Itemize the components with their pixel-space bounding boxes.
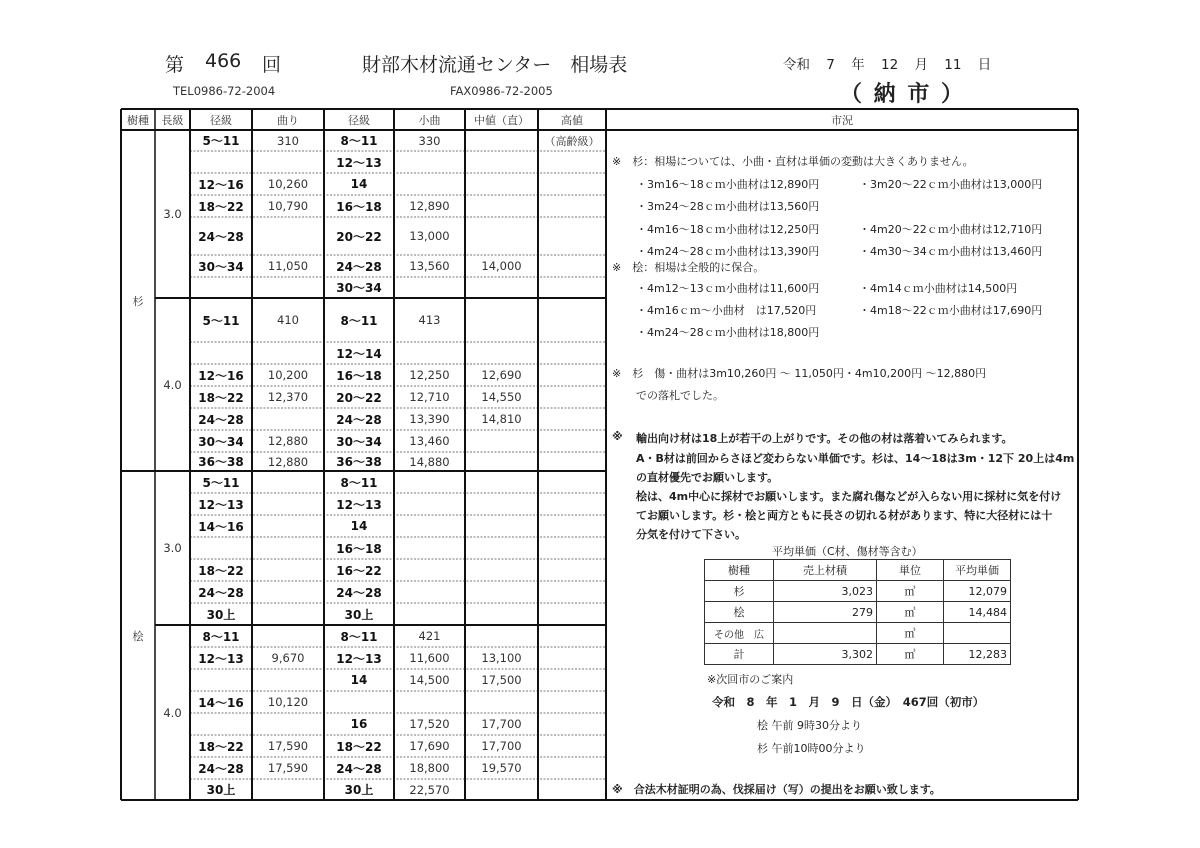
bent-price-cell [252, 493, 324, 515]
avg-unit: ㎥ [877, 602, 944, 623]
bent-price-cell [252, 537, 324, 559]
median-price-cell [465, 173, 538, 195]
diameter-class-cell: 30上 [206, 607, 236, 622]
slightly-bent-price-cell: 421 [418, 629, 441, 643]
median-price-cell [465, 559, 538, 581]
date-month: 12 [880, 57, 899, 73]
slightly-bent-price-cell: 13,560 [409, 259, 450, 273]
median-price-cell: 17,700 [481, 717, 522, 731]
export-line: A・B材は前回からさほど変わらない単価です。杉は、14〜18は3m・12下 20上は4m [636, 452, 1075, 465]
bent-price-cell [252, 217, 324, 255]
slightly-bent-price-cell: 14,500 [409, 673, 450, 687]
diameter-class-cell: 24〜28 [198, 585, 244, 600]
bent-price-cell: 310 [277, 133, 299, 148]
high-price-cell [538, 537, 606, 559]
median-price-cell [465, 691, 538, 713]
high-price-cell [538, 408, 606, 430]
high-price-cell [538, 386, 606, 408]
median-price-cell: 14,550 [481, 390, 522, 404]
diameter-class-cell: 12〜16 [198, 368, 244, 383]
avg-price [944, 623, 1011, 644]
diameter-class-cell: 24〜28 [198, 761, 244, 776]
round-suffix: 回 [262, 54, 282, 76]
median-price-cell: 12,690 [481, 368, 522, 382]
diameter-class-cell: 14 [350, 673, 368, 687]
bent-price-cell [252, 603, 324, 625]
diameter-class-cell: 12〜13 [336, 155, 382, 170]
sugi-item: ・4m24〜28ｃｍ小曲材は13,390円 [636, 245, 820, 258]
median-price-cell [465, 151, 538, 173]
median-price-cell [465, 603, 538, 625]
slightly-bent-price-cell [394, 493, 465, 515]
high-price-cell [538, 277, 606, 298]
diameter-class-cell: 12〜16 [198, 177, 244, 192]
high-price-cell [538, 691, 606, 713]
next-market-date: 令和 8 年 1 月 9 日（金） 467回（初市） [712, 695, 985, 709]
slightly-bent-price-cell: 22,570 [409, 782, 450, 797]
avg-species: 桧 [705, 602, 774, 623]
high-price-cell [538, 255, 606, 277]
header-length: 長級 [161, 113, 184, 127]
diameter-class-cell: 24〜28 [198, 412, 244, 427]
median-price-cell: 13,100 [481, 651, 522, 665]
slightly-bent-price-cell [394, 173, 465, 195]
length-class-label: 4.0 [163, 705, 182, 720]
high-price-cell [538, 217, 606, 255]
avg-volume [774, 623, 877, 644]
avg-price: 12,283 [944, 644, 1011, 665]
median-price-cell [465, 217, 538, 255]
diameter-class-cell: 30〜34 [198, 259, 244, 274]
hinoki-item: ・4m14ｃｍ小曲材は14,500円 [859, 282, 1018, 295]
diameter-class-cell: 8〜11 [340, 475, 378, 490]
average-price-row [705, 623, 1011, 644]
length-class-label: 4.0 [163, 377, 182, 392]
next-market-label: ※次回市のご案内 [707, 673, 794, 686]
bent-price-cell [252, 625, 324, 647]
export-line: てお願いします。杉・桧と両方ともに長さの切れる材があります、特に大径材には十 [636, 509, 1053, 522]
diameter-class-cell: 30〜34 [336, 434, 382, 449]
median-price-cell [465, 581, 538, 603]
average-price-row [705, 581, 1011, 602]
high-price-cell [538, 559, 606, 581]
avg-species: 杉 [705, 581, 774, 602]
round-number: 466 [205, 50, 242, 72]
header-bent: 曲り [277, 113, 299, 127]
diameter-class-cell [190, 151, 252, 173]
page-title: 財部木材流通センター 相場表 [362, 54, 628, 76]
diameter-class-cell: 18〜22 [198, 739, 244, 754]
high-price-cell [538, 757, 606, 779]
slightly-bent-price-cell: 12,710 [409, 390, 450, 404]
header-diameter-2: 径級 [348, 113, 370, 127]
slightly-bent-price-cell: 413 [418, 313, 441, 327]
date-year: 7 [826, 57, 835, 73]
high-price-cell [538, 493, 606, 515]
slightly-bent-price-cell: 18,800 [409, 761, 450, 775]
bent-price-cell [252, 471, 324, 493]
diameter-class-cell: 12〜13 [336, 651, 382, 666]
avg-unit: ㎥ [877, 581, 944, 602]
diameter-class-cell: 24〜28 [198, 229, 244, 244]
slightly-bent-price-cell: 12,890 [409, 199, 450, 213]
high-price-cell [538, 735, 606, 757]
high-price-cell [538, 151, 606, 173]
header-median-straight: 中値（直） [474, 113, 529, 127]
diameter-class-cell: 24〜28 [336, 259, 382, 274]
slightly-bent-price-cell [394, 515, 465, 537]
slightly-bent-price-cell: 11,600 [409, 651, 450, 665]
sugi-heading: ※ 杉：相場については、小曲・直材は単価の変動は大きくありません。 [612, 155, 974, 168]
median-price-cell: 17,500 [481, 673, 522, 687]
high-price-cell [538, 713, 606, 735]
sugi-item: ・4m30〜34ｃｍ小曲材は13,460円 [859, 245, 1043, 258]
bent-price-cell [252, 515, 324, 537]
hinoki-heading: ※ 桧：相場は全般的に保合。 [612, 261, 765, 274]
bent-price-cell: 12,880 [267, 454, 309, 469]
next-market-hinoki-time: 桧 午前 9時30分より [757, 719, 862, 732]
avg-unit: ㎥ [877, 644, 944, 665]
sugi-item: ・3m16〜18ｃｍ小曲材は12,890円 [636, 178, 820, 191]
export-line: 桧は、4m中心に採材でお願いします。また腐れ傷などが入らない用に採材に気を付け [636, 490, 1062, 503]
header-diameter: 径級 [210, 113, 232, 127]
median-price-cell [465, 515, 538, 537]
median-price-cell: 14,810 [481, 412, 522, 426]
bent-price-cell: 10,790 [267, 199, 309, 213]
high-price-cell [538, 173, 606, 195]
high-price-cell [538, 515, 606, 537]
high-price-cell [538, 669, 606, 691]
diameter-class-cell: 30〜34 [336, 281, 382, 295]
diameter-class-cell [190, 537, 252, 559]
high-price-cell [538, 647, 606, 669]
next-market-sugi-time: 杉 午前10時00分より [757, 742, 866, 755]
slightly-bent-price-cell [394, 559, 465, 581]
avg-header: 樹種 [705, 560, 774, 581]
diameter-class-cell: 8〜11 [340, 313, 378, 328]
avg-unit: ㎥ [877, 623, 944, 644]
diameter-class-cell: 30上 [344, 783, 374, 797]
diameter-class-cell: 12〜13 [198, 651, 244, 666]
diameter-class-cell [190, 669, 252, 691]
bent-price-cell [252, 277, 324, 298]
diameter-class-cell: 18〜22 [198, 390, 244, 405]
median-price-cell [465, 195, 538, 217]
diameter-class-cell: 16〜18 [336, 368, 382, 383]
average-price-row [705, 602, 1011, 623]
slightly-bent-price-cell [394, 581, 465, 603]
median-price-cell: 19,570 [481, 761, 522, 775]
bent-price-cell: 11,050 [267, 259, 309, 273]
hinoki-item: ・4m24〜28ｃｍ小曲材は18,800円 [636, 326, 820, 339]
slightly-bent-price-cell: 17,520 [409, 717, 450, 731]
date-day: 11 [944, 57, 962, 73]
avg-volume: 3,302 [774, 644, 877, 665]
export-line: の直材優先でお願いします。 [636, 471, 779, 484]
fax-number: FAX0986-72-2005 [450, 84, 553, 98]
high-price-cell [538, 364, 606, 386]
slightly-bent-price-cell: 13,460 [409, 434, 450, 448]
diameter-class-cell: 24〜28 [336, 761, 382, 776]
slightly-bent-price-cell [394, 342, 465, 364]
export-line: 輸出向け材は18上が若干の上がりです。その他の材は落着いてみられます。 [636, 432, 1013, 445]
bent-price-cell [252, 713, 324, 735]
diameter-class-cell: 24〜28 [336, 585, 382, 600]
slightly-bent-price-cell: 14,880 [409, 454, 450, 469]
high-price-cell [538, 430, 606, 452]
median-price-cell [465, 625, 538, 647]
slightly-bent-price-cell: 12,250 [409, 368, 450, 382]
diameter-class-cell: 16〜18 [336, 541, 382, 556]
slightly-bent-price-cell [394, 691, 465, 713]
diameter-class-cell: 14〜16 [198, 519, 244, 534]
slightly-bent-price-cell: 17,690 [409, 739, 450, 753]
diameter-class-cell: 24〜28 [336, 412, 382, 427]
bent-price-cell [252, 151, 324, 173]
slightly-bent-price-cell [394, 603, 465, 625]
high-price-cell: （高齢級） [544, 134, 600, 148]
sugi-item: ・3m20〜22ｃｍ小曲材は13,000円 [859, 178, 1043, 191]
diameter-class-cell: 8〜11 [340, 134, 378, 148]
sugi-item: ・4m20〜22ｃｍ小曲材は12,710円 [859, 223, 1043, 236]
high-price-cell [538, 452, 606, 471]
high-price-cell [538, 195, 606, 217]
high-price-cell [538, 603, 606, 625]
header-high: 高値 [561, 113, 583, 127]
bent-price-cell [252, 669, 324, 691]
bent-price-cell: 12,880 [267, 434, 309, 448]
median-price-cell [465, 342, 538, 364]
diameter-class-cell [190, 713, 252, 735]
avg-volume: 279 [774, 602, 877, 623]
diameter-class-cell: 18〜22 [198, 199, 244, 214]
diameter-class-cell: 5〜11 [202, 134, 240, 148]
average-price-caption: 平均単価（C材、傷材等含む） [772, 545, 923, 558]
high-price-cell [538, 298, 606, 342]
high-price-cell [538, 471, 606, 493]
average-price-table [704, 559, 1011, 665]
avg-header: 単位 [877, 560, 944, 581]
species-label: 杉 [132, 294, 144, 308]
bent-price-cell: 12,370 [267, 390, 309, 404]
damaged-note-cont: での落札でした。 [636, 389, 724, 402]
sugi-item: ・4m16〜18ｃｍ小曲材は12,250円 [636, 223, 820, 236]
diameter-class-cell: 16〜18 [336, 199, 382, 214]
diameter-class-cell [190, 342, 252, 364]
high-price-cell [538, 342, 606, 364]
bent-price-cell [252, 581, 324, 603]
diameter-class-cell: 30上 [206, 783, 236, 797]
round-prefix: 第 [165, 54, 185, 76]
median-price-cell: 17,700 [481, 739, 522, 753]
diameter-class-cell: 14 [350, 177, 368, 191]
species-label: 桧 [132, 629, 144, 643]
average-price-row [705, 644, 1011, 665]
bent-price-cell: 410 [277, 313, 299, 327]
diameter-class-cell: 18〜22 [336, 739, 382, 754]
length-class-label: 3.0 [163, 207, 182, 221]
diameter-class-cell: 30上 [344, 607, 374, 622]
footer-note: ※ 合法木材証明の為、伐採届け（写）の提出をお願い致します。 [612, 783, 941, 796]
bent-price-cell: 9,670 [271, 651, 305, 665]
diameter-class-cell: 12〜14 [336, 346, 382, 361]
diameter-class-cell [190, 277, 252, 298]
diameter-class-cell: 16 [350, 717, 368, 731]
export-mark: ※ [612, 430, 623, 443]
header-market-conditions: 市況 [831, 113, 853, 127]
median-price-cell [465, 130, 538, 151]
median-price-cell [465, 430, 538, 452]
diameter-class-cell: 20〜22 [336, 229, 382, 244]
median-price-cell [465, 493, 538, 515]
diameter-class-cell: 36〜38 [336, 455, 382, 469]
avg-header: 売上材積 [774, 560, 877, 581]
bent-price-cell: 17,590 [267, 739, 309, 753]
hinoki-item: ・4m18〜22ｃｍ小曲材は17,690円 [859, 304, 1043, 317]
diameter-class-cell: 12〜13 [336, 497, 382, 512]
average-price-header-row [705, 560, 1011, 581]
median-price-cell: 14,000 [481, 259, 522, 273]
header-slightly-bent: 小曲 [418, 113, 441, 127]
median-price-cell [465, 471, 538, 493]
sugi-item: ・3m24〜28ｃｍ小曲材は13,560円 [636, 200, 820, 213]
avg-price: 14,484 [944, 602, 1011, 623]
high-price-cell [538, 625, 606, 647]
slightly-bent-price-cell: 330 [418, 133, 441, 148]
bent-price-cell [252, 779, 324, 800]
slightly-bent-price-cell [394, 151, 465, 173]
diameter-class-cell: 30〜34 [198, 434, 244, 449]
bent-price-cell: 17,590 [267, 761, 309, 775]
median-price-cell [465, 779, 538, 800]
bent-price-cell: 10,120 [267, 695, 309, 709]
diameter-class-cell: 36〜38 [198, 455, 244, 469]
high-price-cell [538, 779, 606, 800]
bent-price-cell [252, 342, 324, 364]
date-era: 令和 [783, 57, 810, 73]
date-year-label: 年 [851, 57, 865, 73]
avg-volume: 3,023 [774, 581, 877, 602]
diameter-class-cell: 8〜11 [340, 629, 378, 644]
slightly-bent-price-cell [394, 471, 465, 493]
diameter-class-cell: 5〜11 [202, 313, 240, 328]
damaged-note: ※ 杉 傷・曲材は3m10,260円 〜 11,050円・4m10,200円 〜12,880円 [612, 367, 987, 380]
avg-species: その他 広 [705, 623, 774, 644]
export-line: 分気を付けて下さい。 [636, 528, 746, 541]
bent-price-cell: 10,260 [267, 177, 309, 191]
diameter-class-cell: 8〜11 [202, 629, 240, 644]
bent-price-cell [252, 559, 324, 581]
avg-price: 12,079 [944, 581, 1011, 602]
header-species: 樹種 [127, 113, 149, 127]
hinoki-item: ・4m12〜13ｃｍ小曲材は11,600円 [636, 282, 820, 295]
hinoki-item: ・4m16ｃｍ〜小曲材 は17,520円 [636, 304, 817, 317]
bent-price-cell [252, 408, 324, 430]
median-price-cell [465, 277, 538, 298]
date-month-label: 月 [914, 57, 928, 73]
median-price-cell [465, 298, 538, 342]
high-price-cell [538, 581, 606, 603]
length-class-label: 3.0 [163, 541, 182, 555]
avg-header: 平均単価 [944, 560, 1011, 581]
bent-price-cell: 10,200 [267, 368, 309, 382]
slightly-bent-price-cell [394, 537, 465, 559]
diameter-class-cell: 5〜11 [202, 475, 240, 490]
date-day-label: 日 [977, 57, 992, 73]
median-price-cell [465, 537, 538, 559]
median-price-cell [465, 452, 538, 471]
diameter-class-cell: 16〜22 [336, 563, 382, 578]
diameter-class-cell: 12〜13 [198, 497, 244, 512]
market-type: （ 納 市 ） [840, 82, 965, 107]
slightly-bent-price-cell: 13,000 [409, 229, 450, 243]
tel-number: TEL0986-72-2004 [173, 84, 276, 98]
diameter-class-cell [324, 691, 394, 713]
diameter-class-cell: 18〜22 [198, 563, 244, 578]
slightly-bent-price-cell [394, 277, 465, 298]
avg-species: 計 [705, 644, 774, 665]
diameter-class-cell: 20〜22 [336, 390, 382, 405]
diameter-class-cell: 14〜16 [198, 695, 244, 710]
slightly-bent-price-cell: 13,390 [409, 412, 450, 426]
diameter-class-cell: 14 [350, 519, 368, 533]
